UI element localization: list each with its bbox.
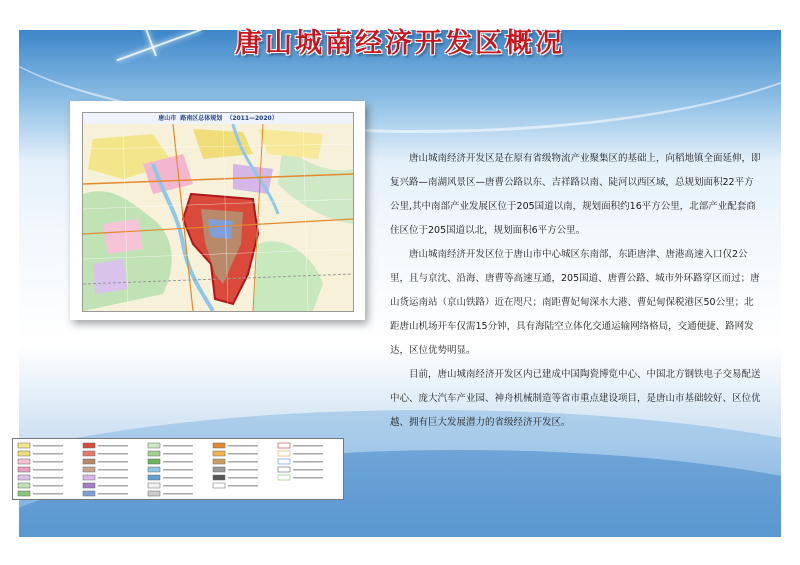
map-title-sub: 路南区总体规划 [180,115,223,122]
overview-paragraph: 目前，唐山城南经济开发区内已建成中国陶瓷博览中心、中国北方钢铁电子交易配送中心、庞大汽车产业园、神舟机械制造等省市重点建设项目，是唐山市基础较好、区位优越、拥有巨大发展潜力的省级经济开发区。 [390,369,761,428]
overview-paragraph: 唐山城南经济开发区是在原有省级物流产业聚集区的基础上，向稻地镇全面延伸，即复兴路—南湖风景区—唐曹公路以东、吉祥路以南、陡河以西区域，总规划面积22平方公里,其中南部产业发展区位于205国道以南，规划面积约16平方公里，北部产业配套商住区位于205国道以北，规划面积6平方公里。 [390,153,761,236]
page-title: 唐山城南经济开发区概况 [235,28,565,59]
planning-map [82,112,354,312]
legend-swatches [13,439,343,499]
map-legend [12,438,344,500]
map-title-years: （2011—2020） [226,115,278,122]
map-title-main: 唐山市 [158,115,177,122]
overview-text [390,147,762,435]
map-graphic [83,124,353,312]
overview-paragraph: 唐山城南经济开发区位于唐山市中心城区东南部，东距唐津、唐港高速入口仅2公里，且与京沈、沿海、唐曹等高速互通，205国道、唐曹公路、城市外环路穿区而过；唐山货运南站（京山铁路）近在咫尺；南距曹妃甸深水大港、曹妃甸保税港区50公里；北距唐山机场开车仅需15分钟，具有海陆空立体化交通运输网络格局，交通便捷、路网发达，区位优势明显。 [390,249,760,356]
